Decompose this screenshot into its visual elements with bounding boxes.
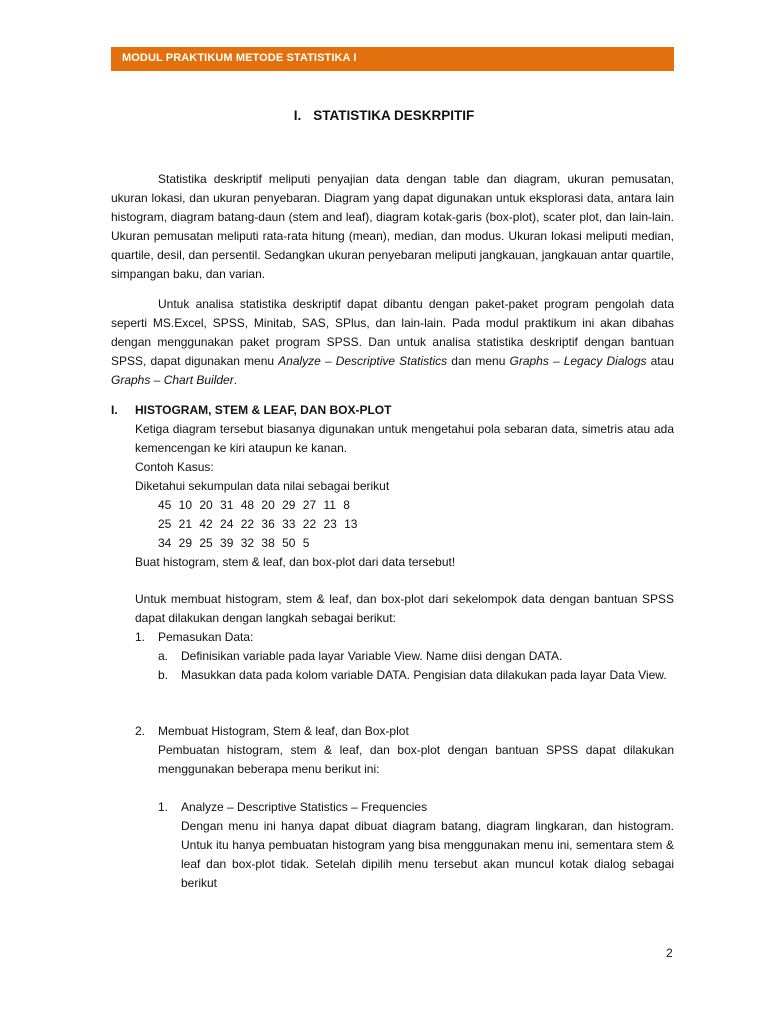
intro-paragraph-1 <box>111 170 674 284</box>
task-text: Buat histogram, stem & leaf, dan box-plot dari data tersebut! <box>135 555 456 569</box>
step1-a-text: Definisikan variable pada layar Variable View. Name diisi dengan DATA. <box>181 649 563 663</box>
page-number: 2 <box>666 946 673 960</box>
data-row: 34 29 25 39 32 38 50 5 <box>158 536 310 550</box>
intro-paragraph-2 <box>111 295 674 390</box>
step2-number: 2. <box>135 724 146 738</box>
step1-number: 1. <box>135 630 146 644</box>
intro-p2-text-mid: dan menu <box>447 354 510 368</box>
section-title-text: STATISTIKA DESKRPITIF <box>313 108 475 123</box>
subsection-title: HISTOGRAM, STEM & LEAF, DAN BOX-PLOT <box>135 403 392 417</box>
step2-sub-description: Dengan menu ini hanya dapat dibuat diagram batang, diagram lingkaran, dan histogram. Untuk itu hanya pembuatan histogram yang bisa menggunakan menu ini, sementara stem & leaf dan box-plot tidak. Setelah dipilih menu tersebut akan muncul kotak dialog sebagai berikut <box>181 819 674 890</box>
section-title <box>0 108 768 123</box>
step1-b-text: Masukkan data pada kolom variable DATA. Pengisian data dilakukan pada layar Data View. <box>181 668 667 682</box>
step2-sub-title: Analyze – Descriptive Statistics – Frequencies <box>181 800 428 814</box>
section-number: I. <box>293 108 302 123</box>
intro-p2-text: Untuk analisa statistika deskriptif dapat dibantu dengan paket-paket program pengolah data seperti MS.Excel, SPSS, Minitab, SAS, SPlus, dan lain-lain. Pada modul praktikum ini akan dibahas dengan menggunakan paket program SPSS. Dan untuk analisa statistika deskriptif dengan bantuan SPSS, dapat digunakan menu <box>111 297 674 368</box>
subsection-description: Ketiga diagram tersebut biasanya digunakan untuk mengetahui pola sebaran data, simetris atau ada kemencengan ke kiri ataupun ke kanan. <box>135 422 674 455</box>
data-row: 25 21 42 24 22 36 33 22 23 13 <box>158 517 358 531</box>
steps-intro: Untuk membuat histogram, stem & leaf, dan box-plot dari sekelompok data dengan bantuan SPSS dapat dilakukan dengan langkah sebagai berikut: <box>135 592 674 625</box>
header-title: MODUL PRAKTIKUM METODE STATISTIKA I <box>122 52 357 64</box>
intro-p2-emphasis-chart-builder: Graphs – Chart Builder <box>111 373 234 387</box>
intro-p2-text-mid2: atau <box>646 354 674 368</box>
intro-p1-text: Statistika deskriptif meliputi penyajian data dengan table dan diagram, ukuran pemusatan, ukuran lokasi, dan ukuran penyebaran. Diagram yang dapat digunakan untuk eksplorasi data, antara lain histogram, diagram batang-daun (stem and leaf), diagram kotak-garis (box-plot), scater plot, dan lain-lain. Ukuran pemusatan meliputi rata-rata hitung (mean), median, dan modus. Ukuran lokasi meliputi median, quartile, desil, dan persentil. Sedangkan ukuran penyebaran meliputi jangkauan, jangkauan antar quartile, simpangan baku, dan varian. <box>111 172 674 281</box>
data-row: 45 10 20 31 48 20 29 27 11 8 <box>158 498 350 512</box>
subsection-number: I. <box>111 403 118 417</box>
step2-title: Membuat Histogram, Stem & leaf, dan Box-plot <box>158 724 409 738</box>
step2-sub-number: 1. <box>158 800 169 814</box>
intro-p2-text-end: . <box>233 373 238 387</box>
intro-p2-emphasis-analyze: Analyze – Descriptive Statistics <box>278 354 448 368</box>
step1-title: Pemasukan Data: <box>158 630 254 644</box>
step2-description: Pembuatan histogram, stem & leaf, dan box-plot dengan bantuan SPSS dapat dilakukan menggunakan beberapa menu berikut ini: <box>158 743 674 776</box>
step1-a-marker: a. <box>158 649 169 663</box>
header-bar <box>111 47 674 71</box>
intro-p2-emphasis-legacy: Graphs – Legacy Dialogs <box>509 354 647 368</box>
step1-b-marker: b. <box>158 668 169 682</box>
contoh-kasus-label: Contoh Kasus: <box>135 460 214 474</box>
diketahui-text: Diketahui sekumpulan data nilai sebagai berikut <box>135 479 390 493</box>
